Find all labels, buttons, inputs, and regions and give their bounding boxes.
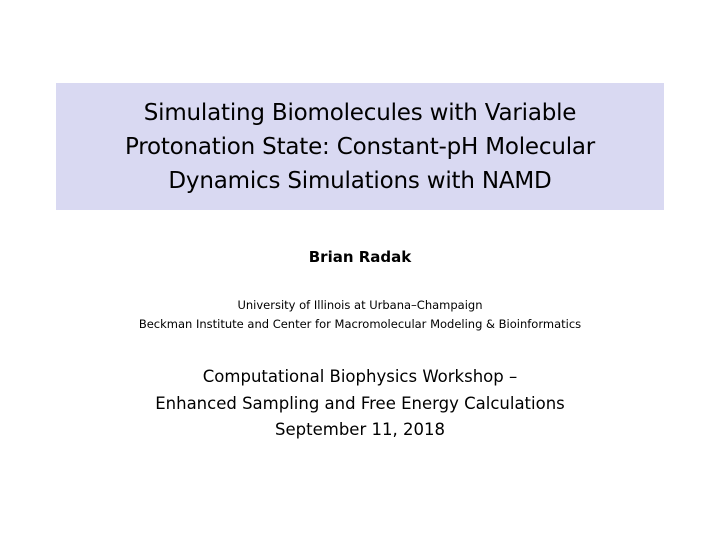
author-name: Brian Radak (308, 248, 412, 266)
title-line-3: Dynamics Simulations with NAMD (168, 167, 552, 194)
title-block (56, 83, 664, 210)
affiliation-university: University of Illinois at Urbana–Champaign (237, 298, 483, 312)
event-name: Computational Biophysics Workshop – (202, 367, 518, 386)
affiliation-institute: Beckman Institute and Center for Macromolecular Modeling & Bioinformatics (138, 317, 582, 331)
title-line-2: Protonation State: Constant-pH Molecular (124, 133, 596, 160)
event-subtitle: Enhanced Sampling and Free Energy Calculations (155, 394, 565, 413)
title-line-1: Simulating Biomolecules with Variable (143, 99, 577, 126)
event-date: September 11, 2018 (275, 420, 445, 439)
